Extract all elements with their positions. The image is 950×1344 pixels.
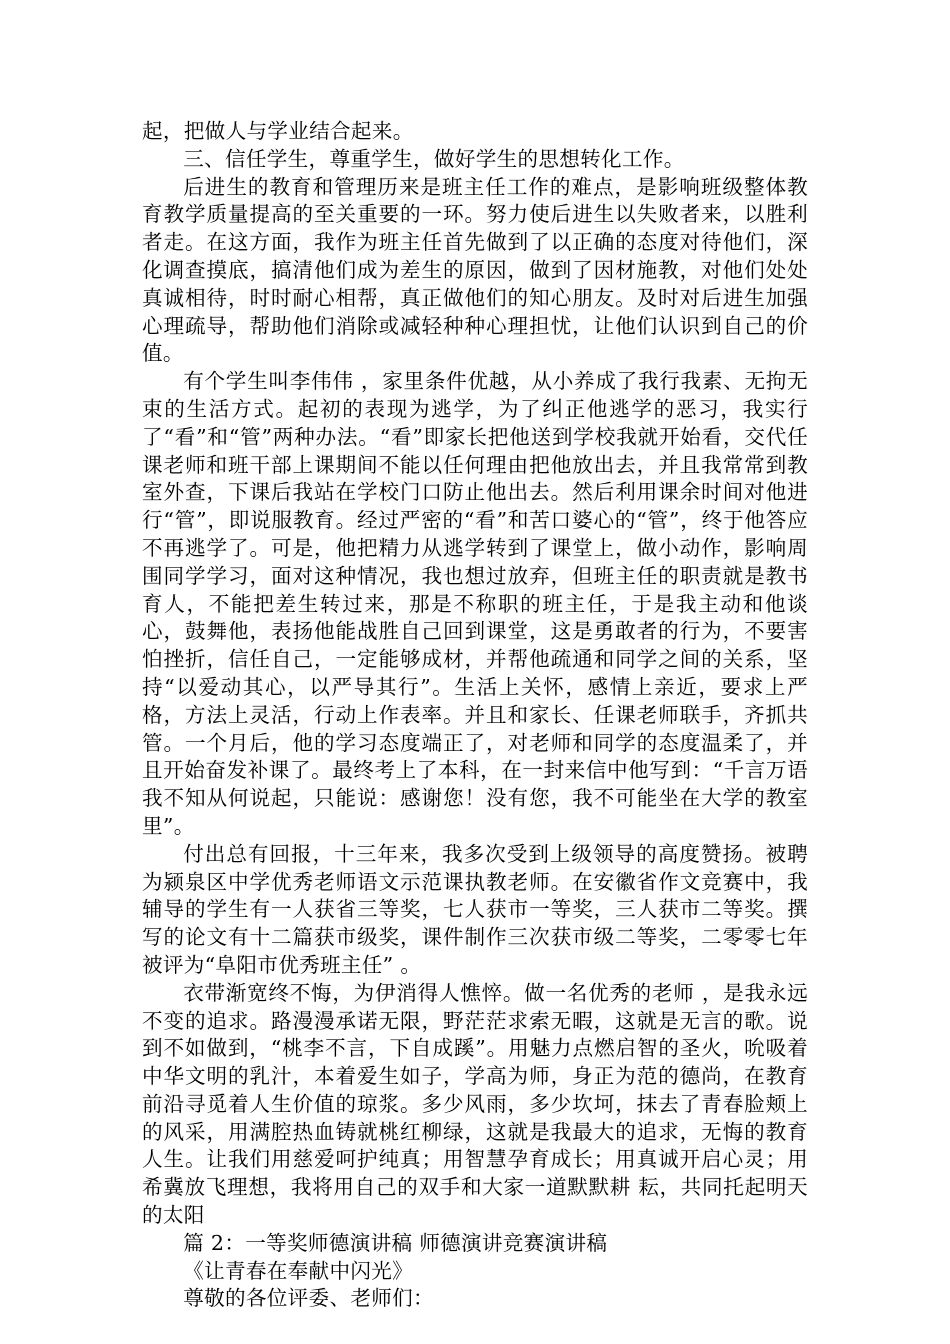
paragraph-pursuit: 衣带渐宽终不悔，为伊消得人憔悴。做一名优秀的老师 ，是我永远不变的追求。路漫漫承诺无限，野茫茫求索无暇，这就是无言的歌。说到不如做到，“桃李不言，下自成蹊”。用魅力点燃启智的圣火，吮吸着中华文明的乳汁，本着爱生如子，学高为师，身正为范的德尚，在教育前沿寻觅着人生价值的琼浆。多少风雨，多少坎坷，抹去了青春脸颊上的风采，用满腔热血铸就桃红柳绿，这就是我最大的追求，无悔的教育人生。让我们用慈爱呵护纯真；用智慧孕育成长；用真诚开启心灵；用希冀放飞理想，我将用自己的双手和大家一道默默耕 耘，共同托起明天的太阳: [142, 980, 808, 1228]
speech-title: 《让青春在奉献中闪光》: [183, 1258, 414, 1283]
section-heading-trust-students: 三、信任学生，尊重学生，做好学生的思想转化工作。: [183, 146, 685, 171]
document-page: [142, 118, 808, 1313]
article-2-heading: 篇 2：一等奖师德演讲稿 师德演讲竞赛演讲稿: [183, 1230, 608, 1255]
paragraph-continuation: 起，把做人与学业结合起来。: [142, 119, 414, 143]
paragraph-student-story: 有个学生叫李伟伟 ，家里条件优越，从小养成了我行我素、无拘无束的生活方式。起初的表现为逃学，为了纠正他逃学的恶习，我实行了“看”和“管”两种办法。“看”即家长把他送到学校我就开始看，交代任课老师和班干部上课期间不能以任何理由把他放出去，并且我常常到教室外查，下课后我站在学校门口防止他出去。然后利用课余时间对他进行“管”，即说服教育。经过严密的“看”和苦口婆心的“管”，终于他答应不再逃学了。可是，他把精力从逃学转到了课堂上，做小动作，影响周围同学学习，面对这种情况，我也想过放弃，但班主任的职责就是教书育人，不能把差生转过来，那是不称职的班主任，于是我主动和他谈心，鼓舞他，表扬他能战胜自己回到课堂，这是勇敢者的行为，不要害怕挫折，信任自己，一定能够成材，并帮他疏通和同学之间的关系，坚持“以爱动其心，以严导其行”。生活上关怀，感情上亲近，要求上严格，方法上灵活，行动上作表率。并且和家长、任课老师联手，齐抓共管。一个月后，他的学习态度端正了，对老师和同学的态度温柔了，并且开始奋发补课了。最终考上了本科，在一封来信中他写到：“千言万语我不知从何说起，只能说：感谢您！没有您，我不可能坐在大学的教室里”。: [142, 369, 808, 838]
speech-salutation: 尊敬的各位评委、老师们：: [183, 1286, 434, 1311]
paragraph-achievements: 付出总有回报，十三年来，我多次受到上级领导的高度赞扬。被聘为颍泉区中学优秀老师语文示范课执教老师。在安徽省作文竞赛中，我辅导的学生有一人获省三等奖，七人获市一等奖，三人获市二等奖。撰写的论文有十二篇获市级奖，课件制作三次获市级二等奖，二零零七年被评为“阜阳市优秀班主任” 。: [142, 841, 808, 977]
paragraph-underachievers: 后进生的教育和管理历来是班主任工作的难点，是影响班级整体教育教学质量提高的至关重要的一环。努力使后进生以失败者来，以胜利者走。在这方面，我作为班主任首先做到了以正确的态度对待他们，深化调查摸底，搞清他们成为差生的原因，做到了因材施教，对他们处处真诚相待，时时耐心相帮，真正做他们的知心朋友。及时对后进生加强心理疏导，帮助他们消除或减轻种种心理担忧，让他们认识到自己的价值。: [142, 174, 808, 366]
